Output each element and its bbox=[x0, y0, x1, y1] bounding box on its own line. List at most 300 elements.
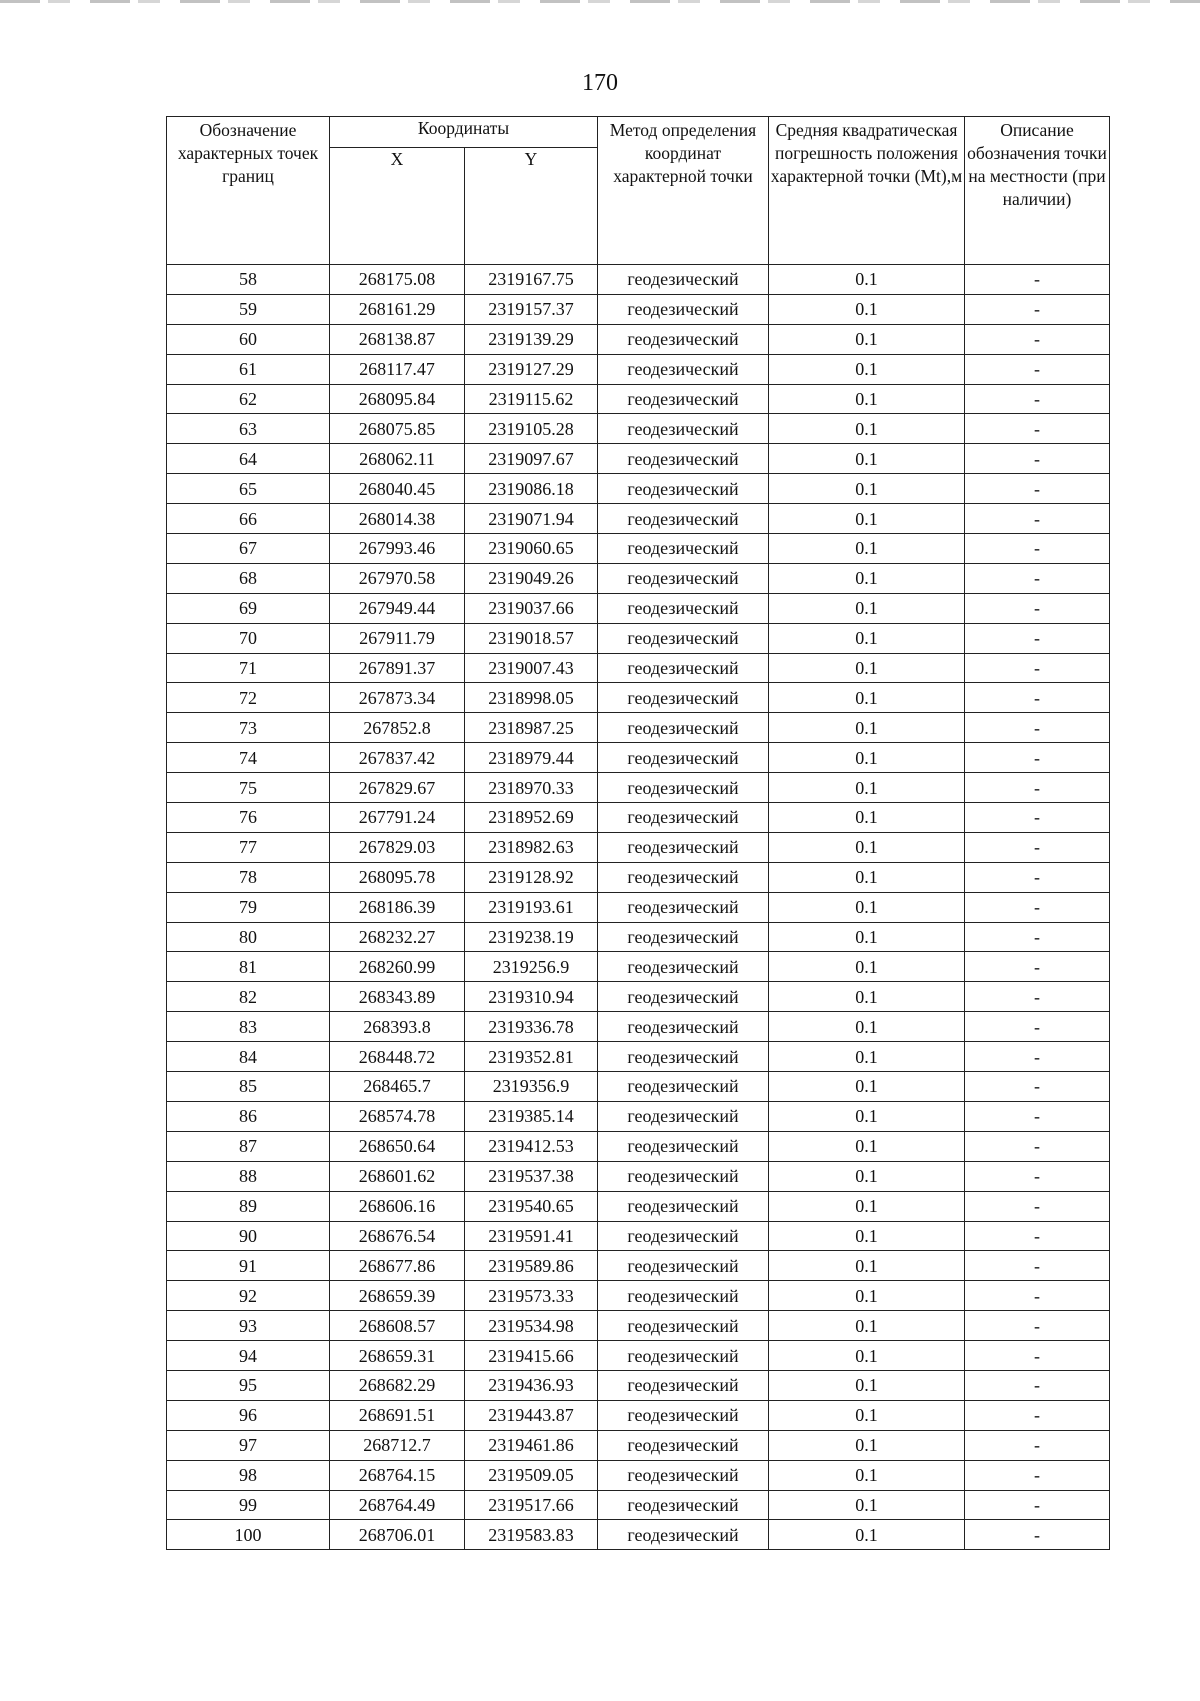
error-cell: 0.1 bbox=[769, 1311, 965, 1341]
x-coordinate-cell: 268232.27 bbox=[330, 922, 465, 952]
description-cell: - bbox=[965, 952, 1110, 982]
table-row bbox=[167, 444, 1110, 474]
method-cell: геодезический bbox=[598, 892, 769, 922]
y-coordinate-cell: 2319007.43 bbox=[465, 653, 598, 683]
point-id-cell: 83 bbox=[167, 1012, 330, 1042]
table-row bbox=[167, 324, 1110, 354]
description-cell: - bbox=[965, 563, 1110, 593]
description-cell: - bbox=[965, 683, 1110, 713]
point-id-cell: 88 bbox=[167, 1161, 330, 1191]
point-id-cell: 86 bbox=[167, 1101, 330, 1131]
description-cell: - bbox=[965, 892, 1110, 922]
table-row bbox=[167, 1131, 1110, 1161]
method-cell: геодезический bbox=[598, 1490, 769, 1520]
point-id-cell: 84 bbox=[167, 1042, 330, 1072]
method-cell: геодезический bbox=[598, 653, 769, 683]
description-cell: - bbox=[965, 1400, 1110, 1430]
x-coordinate-cell: 268659.39 bbox=[330, 1281, 465, 1311]
x-coordinate-cell: 268677.86 bbox=[330, 1251, 465, 1281]
error-cell: 0.1 bbox=[769, 354, 965, 384]
error-cell: 0.1 bbox=[769, 1012, 965, 1042]
scan-top-edge bbox=[0, 0, 1200, 3]
error-cell: 0.1 bbox=[769, 832, 965, 862]
method-cell: геодезический bbox=[598, 832, 769, 862]
table-row bbox=[167, 1012, 1110, 1042]
method-cell: геодезический bbox=[598, 1221, 769, 1251]
point-id-cell: 64 bbox=[167, 444, 330, 474]
table-row bbox=[167, 1400, 1110, 1430]
x-coordinate-cell: 268606.16 bbox=[330, 1191, 465, 1221]
method-cell: геодезический bbox=[598, 1520, 769, 1550]
description-cell: - bbox=[965, 324, 1110, 354]
method-cell: геодезический bbox=[598, 1251, 769, 1281]
description-cell: - bbox=[965, 1490, 1110, 1520]
table-header bbox=[167, 117, 1110, 265]
x-coordinate-cell: 268040.45 bbox=[330, 474, 465, 504]
point-id-cell: 74 bbox=[167, 743, 330, 773]
method-cell: геодезический bbox=[598, 1042, 769, 1072]
x-coordinate-cell: 267970.58 bbox=[330, 563, 465, 593]
error-cell: 0.1 bbox=[769, 324, 965, 354]
point-id-cell: 89 bbox=[167, 1191, 330, 1221]
error-cell: 0.1 bbox=[769, 1161, 965, 1191]
table-row bbox=[167, 1072, 1110, 1102]
header-y: Y bbox=[465, 148, 598, 265]
description-cell: - bbox=[965, 444, 1110, 474]
error-cell: 0.1 bbox=[769, 474, 965, 504]
point-id-cell: 60 bbox=[167, 324, 330, 354]
table-row bbox=[167, 563, 1110, 593]
table-row bbox=[167, 1191, 1110, 1221]
x-coordinate-cell: 267949.44 bbox=[330, 593, 465, 623]
table-row bbox=[167, 773, 1110, 803]
error-cell: 0.1 bbox=[769, 862, 965, 892]
error-cell: 0.1 bbox=[769, 1460, 965, 1490]
point-id-cell: 78 bbox=[167, 862, 330, 892]
point-id-cell: 75 bbox=[167, 773, 330, 803]
method-cell: геодезический bbox=[598, 773, 769, 803]
y-coordinate-cell: 2319193.61 bbox=[465, 892, 598, 922]
x-coordinate-cell: 267993.46 bbox=[330, 534, 465, 564]
table-row bbox=[167, 743, 1110, 773]
method-cell: геодезический bbox=[598, 803, 769, 833]
method-cell: геодезический bbox=[598, 563, 769, 593]
y-coordinate-cell: 2319352.81 bbox=[465, 1042, 598, 1072]
y-coordinate-cell: 2319128.92 bbox=[465, 862, 598, 892]
point-id-cell: 79 bbox=[167, 892, 330, 922]
x-coordinate-cell: 268095.84 bbox=[330, 384, 465, 414]
y-coordinate-cell: 2319436.93 bbox=[465, 1370, 598, 1400]
point-id-cell: 69 bbox=[167, 593, 330, 623]
error-cell: 0.1 bbox=[769, 1191, 965, 1221]
error-cell: 0.1 bbox=[769, 294, 965, 324]
method-cell: геодезический bbox=[598, 534, 769, 564]
x-coordinate-cell: 268601.62 bbox=[330, 1161, 465, 1191]
table-row bbox=[167, 354, 1110, 384]
table-row bbox=[167, 1281, 1110, 1311]
description-cell: - bbox=[965, 982, 1110, 1012]
y-coordinate-cell: 2319238.19 bbox=[465, 922, 598, 952]
description-cell: - bbox=[965, 1161, 1110, 1191]
error-cell: 0.1 bbox=[769, 892, 965, 922]
description-cell: - bbox=[965, 1251, 1110, 1281]
point-id-cell: 63 bbox=[167, 414, 330, 444]
x-coordinate-cell: 267829.67 bbox=[330, 773, 465, 803]
y-coordinate-cell: 2318970.33 bbox=[465, 773, 598, 803]
description-cell: - bbox=[965, 1101, 1110, 1131]
error-cell: 0.1 bbox=[769, 1101, 965, 1131]
header-point: Обозначение характерных точек границ bbox=[167, 117, 330, 265]
table-row bbox=[167, 922, 1110, 952]
point-id-cell: 61 bbox=[167, 354, 330, 384]
point-id-cell: 98 bbox=[167, 1460, 330, 1490]
description-cell: - bbox=[965, 474, 1110, 504]
point-id-cell: 100 bbox=[167, 1520, 330, 1550]
description-cell: - bbox=[965, 922, 1110, 952]
x-coordinate-cell: 268706.01 bbox=[330, 1520, 465, 1550]
y-coordinate-cell: 2319517.66 bbox=[465, 1490, 598, 1520]
x-coordinate-cell: 268186.39 bbox=[330, 892, 465, 922]
x-coordinate-cell: 268014.38 bbox=[330, 504, 465, 534]
error-cell: 0.1 bbox=[769, 265, 965, 295]
x-coordinate-cell: 268138.87 bbox=[330, 324, 465, 354]
table-row bbox=[167, 1042, 1110, 1072]
description-cell: - bbox=[965, 534, 1110, 564]
point-id-cell: 99 bbox=[167, 1490, 330, 1520]
description-cell: - bbox=[965, 1042, 1110, 1072]
y-coordinate-cell: 2318987.25 bbox=[465, 713, 598, 743]
error-cell: 0.1 bbox=[769, 713, 965, 743]
x-coordinate-cell: 268075.85 bbox=[330, 414, 465, 444]
table-row bbox=[167, 534, 1110, 564]
y-coordinate-cell: 2319591.41 bbox=[465, 1221, 598, 1251]
method-cell: геодезический bbox=[598, 1191, 769, 1221]
table-row bbox=[167, 623, 1110, 653]
x-coordinate-cell: 267891.37 bbox=[330, 653, 465, 683]
header-x: X bbox=[330, 148, 465, 265]
method-cell: геодезический bbox=[598, 982, 769, 1012]
point-id-cell: 95 bbox=[167, 1370, 330, 1400]
y-coordinate-cell: 2319310.94 bbox=[465, 982, 598, 1012]
point-id-cell: 94 bbox=[167, 1341, 330, 1371]
error-cell: 0.1 bbox=[769, 1221, 965, 1251]
method-cell: геодезический bbox=[598, 1430, 769, 1460]
point-id-cell: 71 bbox=[167, 653, 330, 683]
y-coordinate-cell: 2319086.18 bbox=[465, 474, 598, 504]
method-cell: геодезический bbox=[598, 1012, 769, 1042]
point-id-cell: 81 bbox=[167, 952, 330, 982]
point-id-cell: 76 bbox=[167, 803, 330, 833]
description-cell: - bbox=[965, 743, 1110, 773]
point-id-cell: 68 bbox=[167, 563, 330, 593]
x-coordinate-cell: 268691.51 bbox=[330, 1400, 465, 1430]
x-coordinate-cell: 268682.29 bbox=[330, 1370, 465, 1400]
header-error: Средняя квадратическая погрешность положения характерной точки (Mt),м bbox=[769, 117, 965, 265]
x-coordinate-cell: 268175.08 bbox=[330, 265, 465, 295]
description-cell: - bbox=[965, 1012, 1110, 1042]
description-cell: - bbox=[965, 414, 1110, 444]
description-cell: - bbox=[965, 1072, 1110, 1102]
point-id-cell: 67 bbox=[167, 534, 330, 564]
table-row bbox=[167, 1101, 1110, 1131]
method-cell: геодезический bbox=[598, 354, 769, 384]
table-row bbox=[167, 1430, 1110, 1460]
description-cell: - bbox=[965, 1221, 1110, 1251]
method-cell: геодезический bbox=[598, 922, 769, 952]
page-number: 170 bbox=[582, 70, 618, 96]
method-cell: геодезический bbox=[598, 683, 769, 713]
table-row bbox=[167, 1490, 1110, 1520]
point-id-cell: 87 bbox=[167, 1131, 330, 1161]
y-coordinate-cell: 2319573.33 bbox=[465, 1281, 598, 1311]
table-row bbox=[167, 803, 1110, 833]
table-row bbox=[167, 1251, 1110, 1281]
y-coordinate-cell: 2319060.65 bbox=[465, 534, 598, 564]
point-id-cell: 92 bbox=[167, 1281, 330, 1311]
table-row bbox=[167, 474, 1110, 504]
method-cell: геодезический bbox=[598, 384, 769, 414]
method-cell: геодезический bbox=[598, 414, 769, 444]
x-coordinate-cell: 268659.31 bbox=[330, 1341, 465, 1371]
error-cell: 0.1 bbox=[769, 563, 965, 593]
y-coordinate-cell: 2319412.53 bbox=[465, 1131, 598, 1161]
y-coordinate-cell: 2319583.83 bbox=[465, 1520, 598, 1550]
table-row bbox=[167, 892, 1110, 922]
description-cell: - bbox=[965, 265, 1110, 295]
x-coordinate-cell: 268764.49 bbox=[330, 1490, 465, 1520]
table-row bbox=[167, 1460, 1110, 1490]
method-cell: геодезический bbox=[598, 743, 769, 773]
method-cell: геодезический bbox=[598, 504, 769, 534]
point-id-cell: 72 bbox=[167, 683, 330, 713]
x-coordinate-cell: 267837.42 bbox=[330, 743, 465, 773]
error-cell: 0.1 bbox=[769, 982, 965, 1012]
method-cell: геодезический bbox=[598, 1101, 769, 1131]
y-coordinate-cell: 2319105.28 bbox=[465, 414, 598, 444]
error-cell: 0.1 bbox=[769, 743, 965, 773]
point-id-cell: 62 bbox=[167, 384, 330, 414]
x-coordinate-cell: 267852.8 bbox=[330, 713, 465, 743]
error-cell: 0.1 bbox=[769, 1490, 965, 1520]
y-coordinate-cell: 2319139.29 bbox=[465, 324, 598, 354]
header-description: Описание обозначения точки на местности (при наличии) bbox=[965, 117, 1110, 265]
x-coordinate-cell: 267791.24 bbox=[330, 803, 465, 833]
table-row bbox=[167, 1370, 1110, 1400]
description-cell: - bbox=[965, 803, 1110, 833]
method-cell: геодезический bbox=[598, 623, 769, 653]
x-coordinate-cell: 268676.54 bbox=[330, 1221, 465, 1251]
x-coordinate-cell: 268712.7 bbox=[330, 1430, 465, 1460]
point-id-cell: 73 bbox=[167, 713, 330, 743]
description-cell: - bbox=[965, 862, 1110, 892]
error-cell: 0.1 bbox=[769, 1251, 965, 1281]
description-cell: - bbox=[965, 1191, 1110, 1221]
header-method: Метод определения координат характерной точки bbox=[598, 117, 769, 265]
y-coordinate-cell: 2319256.9 bbox=[465, 952, 598, 982]
y-coordinate-cell: 2319336.78 bbox=[465, 1012, 598, 1042]
y-coordinate-cell: 2319071.94 bbox=[465, 504, 598, 534]
y-coordinate-cell: 2319589.86 bbox=[465, 1251, 598, 1281]
table-row bbox=[167, 265, 1110, 295]
table-row bbox=[167, 653, 1110, 683]
point-id-cell: 59 bbox=[167, 294, 330, 324]
method-cell: геодезический bbox=[598, 1161, 769, 1191]
error-cell: 0.1 bbox=[769, 773, 965, 803]
x-coordinate-cell: 267873.34 bbox=[330, 683, 465, 713]
y-coordinate-cell: 2319415.66 bbox=[465, 1341, 598, 1371]
table-row bbox=[167, 504, 1110, 534]
y-coordinate-cell: 2318979.44 bbox=[465, 743, 598, 773]
y-coordinate-cell: 2319157.37 bbox=[465, 294, 598, 324]
y-coordinate-cell: 2319537.38 bbox=[465, 1161, 598, 1191]
description-cell: - bbox=[965, 653, 1110, 683]
error-cell: 0.1 bbox=[769, 1400, 965, 1430]
description-cell: - bbox=[965, 623, 1110, 653]
table-row bbox=[167, 414, 1110, 444]
y-coordinate-cell: 2318952.69 bbox=[465, 803, 598, 833]
point-id-cell: 77 bbox=[167, 832, 330, 862]
description-cell: - bbox=[965, 1281, 1110, 1311]
table-row bbox=[167, 832, 1110, 862]
point-id-cell: 58 bbox=[167, 265, 330, 295]
x-coordinate-cell: 268574.78 bbox=[330, 1101, 465, 1131]
y-coordinate-cell: 2319443.87 bbox=[465, 1400, 598, 1430]
y-coordinate-cell: 2318998.05 bbox=[465, 683, 598, 713]
y-coordinate-cell: 2319461.86 bbox=[465, 1430, 598, 1460]
point-id-cell: 91 bbox=[167, 1251, 330, 1281]
y-coordinate-cell: 2319097.67 bbox=[465, 444, 598, 474]
error-cell: 0.1 bbox=[769, 1042, 965, 1072]
x-coordinate-cell: 268448.72 bbox=[330, 1042, 465, 1072]
error-cell: 0.1 bbox=[769, 414, 965, 444]
x-coordinate-cell: 268161.29 bbox=[330, 294, 465, 324]
description-cell: - bbox=[965, 593, 1110, 623]
description-cell: - bbox=[965, 773, 1110, 803]
y-coordinate-cell: 2319509.05 bbox=[465, 1460, 598, 1490]
method-cell: геодезический bbox=[598, 1311, 769, 1341]
x-coordinate-cell: 268343.89 bbox=[330, 982, 465, 1012]
error-cell: 0.1 bbox=[769, 384, 965, 414]
error-cell: 0.1 bbox=[769, 534, 965, 564]
point-id-cell: 96 bbox=[167, 1400, 330, 1430]
table-row bbox=[167, 294, 1110, 324]
y-coordinate-cell: 2319115.62 bbox=[465, 384, 598, 414]
method-cell: геодезический bbox=[598, 1370, 769, 1400]
error-cell: 0.1 bbox=[769, 1341, 965, 1371]
method-cell: геодезический bbox=[598, 1281, 769, 1311]
method-cell: геодезический bbox=[598, 474, 769, 504]
y-coordinate-cell: 2319127.29 bbox=[465, 354, 598, 384]
description-cell: - bbox=[965, 1460, 1110, 1490]
description-cell: - bbox=[965, 1311, 1110, 1341]
description-cell: - bbox=[965, 1341, 1110, 1371]
y-coordinate-cell: 2319534.98 bbox=[465, 1311, 598, 1341]
y-coordinate-cell: 2319167.75 bbox=[465, 265, 598, 295]
x-coordinate-cell: 267911.79 bbox=[330, 623, 465, 653]
error-cell: 0.1 bbox=[769, 444, 965, 474]
y-coordinate-cell: 2319018.57 bbox=[465, 623, 598, 653]
point-id-cell: 66 bbox=[167, 504, 330, 534]
method-cell: геодезический bbox=[598, 952, 769, 982]
error-cell: 0.1 bbox=[769, 504, 965, 534]
point-id-cell: 82 bbox=[167, 982, 330, 1012]
y-coordinate-cell: 2318982.63 bbox=[465, 832, 598, 862]
x-coordinate-cell: 268095.78 bbox=[330, 862, 465, 892]
x-coordinate-cell: 268650.64 bbox=[330, 1131, 465, 1161]
x-coordinate-cell: 268764.15 bbox=[330, 1460, 465, 1490]
method-cell: геодезический bbox=[598, 1072, 769, 1102]
error-cell: 0.1 bbox=[769, 623, 965, 653]
method-cell: геодезический bbox=[598, 862, 769, 892]
method-cell: геодезический bbox=[598, 444, 769, 474]
method-cell: геодезический bbox=[598, 324, 769, 354]
error-cell: 0.1 bbox=[769, 653, 965, 683]
description-cell: - bbox=[965, 1131, 1110, 1161]
error-cell: 0.1 bbox=[769, 683, 965, 713]
point-id-cell: 85 bbox=[167, 1072, 330, 1102]
error-cell: 0.1 bbox=[769, 952, 965, 982]
error-cell: 0.1 bbox=[769, 922, 965, 952]
coordinates-table bbox=[166, 116, 1110, 1550]
y-coordinate-cell: 2319385.14 bbox=[465, 1101, 598, 1131]
description-cell: - bbox=[965, 832, 1110, 862]
method-cell: геодезический bbox=[598, 593, 769, 623]
table-row bbox=[167, 1341, 1110, 1371]
description-cell: - bbox=[965, 1430, 1110, 1460]
table-row bbox=[167, 384, 1110, 414]
method-cell: геодезический bbox=[598, 265, 769, 295]
method-cell: геодезический bbox=[598, 1400, 769, 1430]
header-coordinates: Координаты bbox=[330, 117, 598, 148]
table-row bbox=[167, 683, 1110, 713]
point-id-cell: 97 bbox=[167, 1430, 330, 1460]
error-cell: 0.1 bbox=[769, 593, 965, 623]
description-cell: - bbox=[965, 1520, 1110, 1550]
point-id-cell: 70 bbox=[167, 623, 330, 653]
method-cell: геодезический bbox=[598, 1341, 769, 1371]
table-row bbox=[167, 862, 1110, 892]
description-cell: - bbox=[965, 713, 1110, 743]
description-cell: - bbox=[965, 294, 1110, 324]
table-row bbox=[167, 1311, 1110, 1341]
x-coordinate-cell: 268393.8 bbox=[330, 1012, 465, 1042]
method-cell: геодезический bbox=[598, 294, 769, 324]
point-id-cell: 90 bbox=[167, 1221, 330, 1251]
method-cell: геодезический bbox=[598, 1460, 769, 1490]
point-id-cell: 65 bbox=[167, 474, 330, 504]
table-row bbox=[167, 952, 1110, 982]
y-coordinate-cell: 2319049.26 bbox=[465, 563, 598, 593]
error-cell: 0.1 bbox=[769, 1281, 965, 1311]
point-id-cell: 93 bbox=[167, 1311, 330, 1341]
x-coordinate-cell: 268062.11 bbox=[330, 444, 465, 474]
table-body bbox=[167, 265, 1110, 1550]
error-cell: 0.1 bbox=[769, 1072, 965, 1102]
method-cell: геодезический bbox=[598, 1131, 769, 1161]
x-coordinate-cell: 267829.03 bbox=[330, 832, 465, 862]
table-row bbox=[167, 713, 1110, 743]
method-cell: геодезический bbox=[598, 713, 769, 743]
error-cell: 0.1 bbox=[769, 1430, 965, 1460]
description-cell: - bbox=[965, 354, 1110, 384]
y-coordinate-cell: 2319037.66 bbox=[465, 593, 598, 623]
x-coordinate-cell: 268260.99 bbox=[330, 952, 465, 982]
description-cell: - bbox=[965, 384, 1110, 414]
error-cell: 0.1 bbox=[769, 803, 965, 833]
y-coordinate-cell: 2319540.65 bbox=[465, 1191, 598, 1221]
table-row bbox=[167, 593, 1110, 623]
error-cell: 0.1 bbox=[769, 1131, 965, 1161]
